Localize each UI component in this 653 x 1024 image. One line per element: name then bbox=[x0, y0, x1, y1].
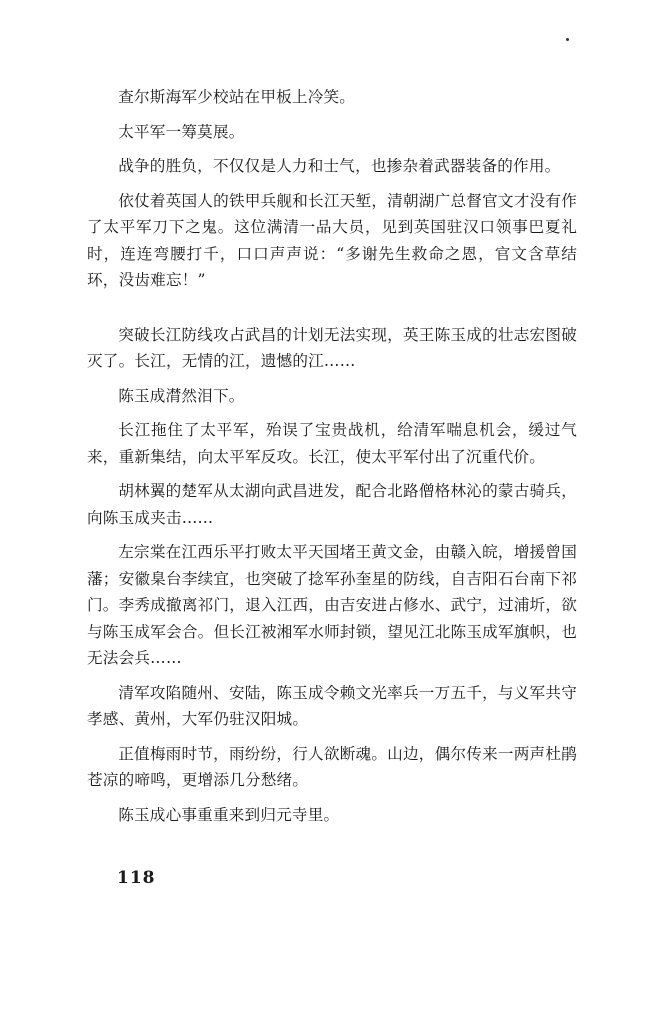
paragraph: 正值梅雨时节，雨纷纷，行人欲断魂。山边，偶尔传来一两声杜鹃苍凉的啼鸣，更增添几分愁绪。 bbox=[87, 744, 577, 789]
paragraph: 陈玉成心事重重来到归元寺里。 bbox=[118, 805, 340, 824]
paragraph: 陈玉成潸然泪下。 bbox=[118, 386, 245, 405]
paragraph: 太平军一筹莫展。 bbox=[118, 122, 245, 141]
paragraph: 左宗棠在江西乐平打败太平天国堵王黄文金，由赣入皖，增援曾国藩；安徽臬台李续宜，也突破了捻军孙奎星的防线，自吉阳石台南下祁门。李秀成撤离祁门，退入江西，由吉安进占修水、武宁，过浦圻，欲与陈玉成军会合。但长江被湘军水师封锁，望见江北陈玉成军旗帜，也无法会兵…… bbox=[87, 543, 577, 667]
page-number: 118 bbox=[117, 868, 156, 888]
scan-speck bbox=[566, 38, 569, 41]
paragraph: 胡林翼的楚军从太湖向武昌进发，配合北路僧格林沁的蒙古骑兵，向陈玉成夹击…… bbox=[87, 482, 577, 527]
paragraph: 清军攻陷随州、安陆，陈玉成令赖文光率兵一万五千，与义军共守孝感、黄州，大军仍驻汉阳城。 bbox=[87, 683, 577, 728]
paragraph: 突破长江防线攻占武昌的计划无法实现，英王陈玉成的壮志宏图破灭了。长江，无情的江，遗憾的江…… bbox=[87, 325, 577, 370]
paragraph: 依仗着英国人的铁甲兵舰和长江天堑，清朝湖广总督官文才没有作了太平军刀下之鬼。这位满清一品大员，见到英国驻汉口领事巴夏礼时，连连弯腰打千，口口声声说：“多谢先生救命之恩，官文含草结环，没齿难忘！” bbox=[87, 191, 577, 289]
paragraph: 长江拖住了太平军，殆误了宝贵战机，给清军喘息机会，缓过气来，重新集结，向太平军反攻。长江，使太平军付出了沉重代价。 bbox=[87, 421, 577, 466]
body-text bbox=[87, 84, 577, 828]
paragraph: 战争的胜负，不仅仅是人力和士气，也掺杂着武器装备的作用。 bbox=[118, 157, 561, 175]
paragraph: 查尔斯海军少校站在甲板上冷笑。 bbox=[118, 88, 356, 106]
